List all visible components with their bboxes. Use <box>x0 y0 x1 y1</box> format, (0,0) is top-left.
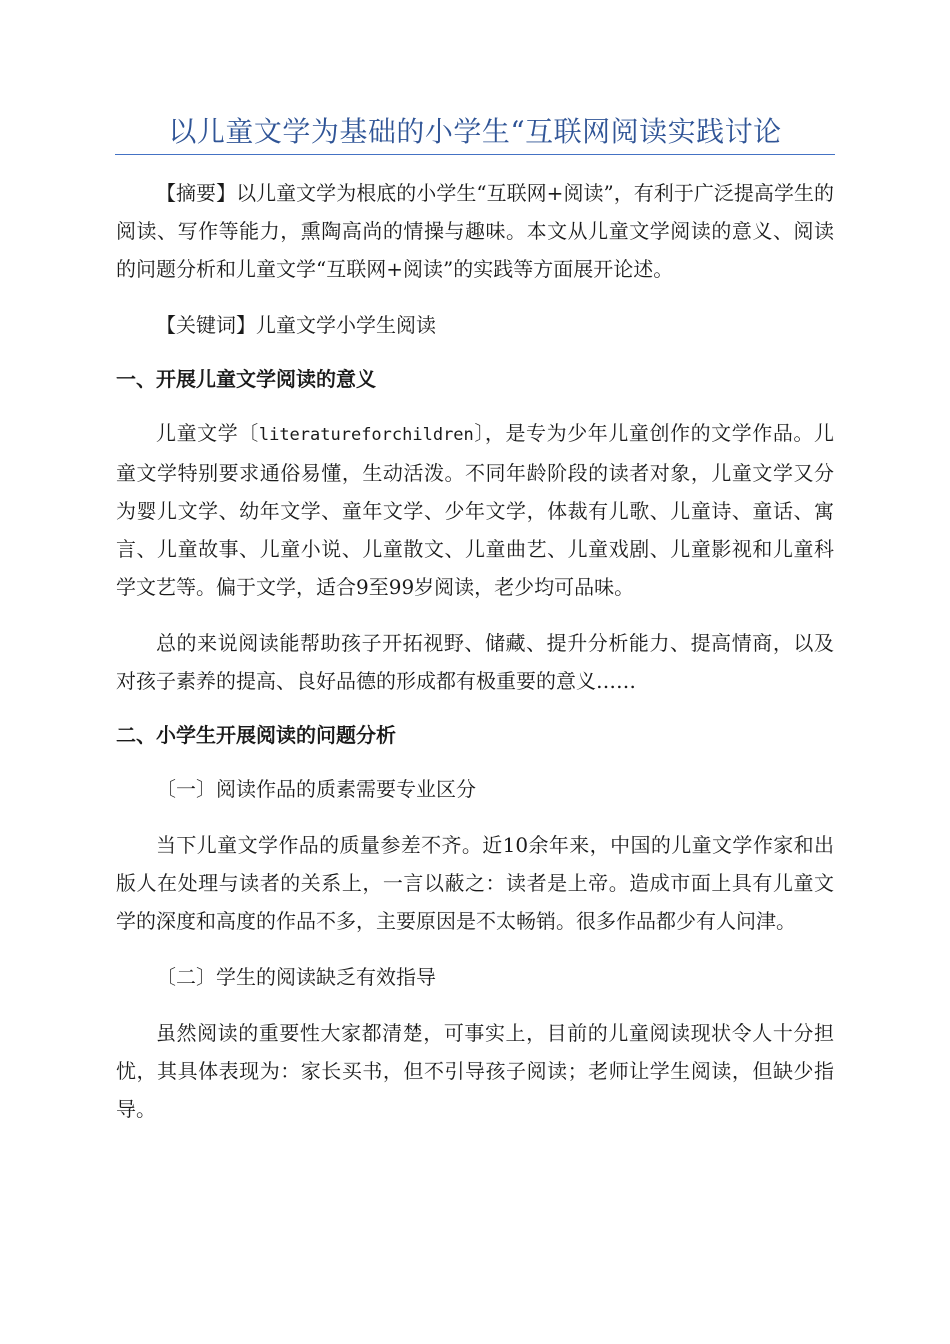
keywords-line: 【关键词】儿童文学小学生阅读 <box>156 313 436 337</box>
document-title: 以儿童文学为基础的小学生“互联网阅读实践讨论 <box>168 115 782 148</box>
subsection-2-paragraph: 虽然阅读的重要性大家都清楚，可事实上，目前的儿童阅读现状令人十分担忧，其具体表现为：家长买书，但不引导孩子阅读；老师让学生阅读，但缺少指导。 <box>116 1021 834 1121</box>
section-1-paragraph-2: 总的来说阅读能帮助孩子开拓视野、储藏、提升分析能力、提高情商，以及对孩子素养的提高、良好品德的形成都有极重要的意义…… <box>116 631 834 693</box>
section-1-heading: 一、开展儿童文学阅读的意义 <box>116 367 376 391</box>
english-term: literatureforchildren <box>258 425 474 445</box>
paragraph-lead: 儿童文学〔 <box>156 421 259 445</box>
section-1-paragraph-1 <box>116 414 834 606</box>
document-body <box>116 174 834 1128</box>
subsection-1-paragraph: 当下儿童文学作品的质量参差不齐。近10余年来，中国的儿童文学作家和出版人在处理与读者的关系上，一言以蔽之：读者是上帝。造成市面上具有儿童文学的深度和高度的作品不多，主要原因是不太畅销。很多作品都少有人问津。 <box>116 833 834 933</box>
section-2-heading: 二、小学生开展阅读的问题分析 <box>116 723 396 747</box>
paragraph-rest: 〕，是专为少年儿童创作的文学作品。儿童文学特别要求通俗易懂，生动活泼。不同年龄阶段的读者对象，儿童文学又分为婴儿文学、幼年文学、童年文学、少年文学，体裁有儿歌、儿童诗、童话、寓言、儿童故事、儿童小说、儿童散文、儿童曲艺、儿童戏剧、儿童影视和儿童科学文艺等。偏于文学，适合9至99岁阅读，老少均可品味。 <box>116 421 835 599</box>
subsection-2-heading: 〔二〕学生的阅读缺乏有效指导 <box>156 965 436 989</box>
subsection-1-heading: 〔一〕阅读作品的质素需要专业区分 <box>156 777 476 801</box>
title-underline <box>115 154 835 155</box>
abstract-paragraph: 【摘要】以儿童文学为根底的小学生“互联网+阅读”，有利于广泛提高学生的阅读、写作等能力，熏陶高尚的情操与趣味。本文从儿童文学阅读的意义、阅读的问题分析和儿童文学“互联网+阅读”的实践等方面展开论述。 <box>116 181 834 281</box>
